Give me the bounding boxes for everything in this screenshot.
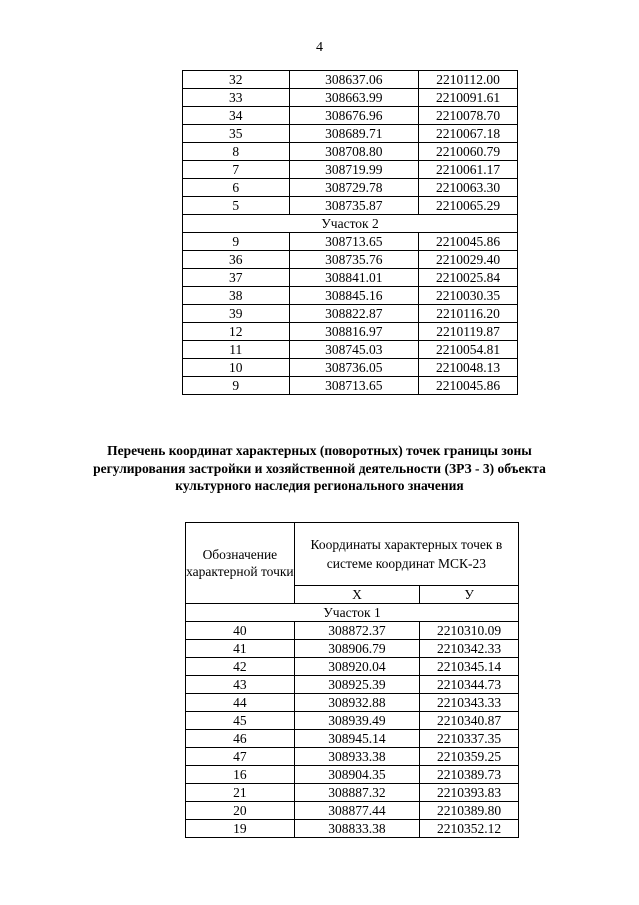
point-number: 32 xyxy=(183,71,290,89)
coord-y: 2210054.81 xyxy=(419,341,518,359)
table-section xyxy=(183,215,518,233)
coord-y: 2210045.86 xyxy=(419,377,518,395)
coord-x: 308877.44 xyxy=(294,802,419,820)
coord-y: 2210343.33 xyxy=(420,694,519,712)
coord-y: 2210029.40 xyxy=(419,251,518,269)
coord-y: 2210393.83 xyxy=(420,784,519,802)
coord-x: 308676.96 xyxy=(289,107,419,125)
point-number: 39 xyxy=(183,305,290,323)
section-label: Участок 2 xyxy=(183,215,518,233)
coord-y: 2210067.18 xyxy=(419,125,518,143)
coord-x: 308904.35 xyxy=(294,766,419,784)
header-y: У xyxy=(420,585,519,603)
header-designation: Обозначение характерной точки xyxy=(186,523,295,604)
table-row xyxy=(186,730,519,748)
table-row xyxy=(183,197,518,215)
table-row xyxy=(183,125,518,143)
table-row xyxy=(186,784,519,802)
section-row xyxy=(186,604,519,622)
coord-y: 2210310.09 xyxy=(420,622,519,640)
table-row xyxy=(186,748,519,766)
coord-y: 2210342.33 xyxy=(420,640,519,658)
table-row xyxy=(186,676,519,694)
coord-x: 308932.88 xyxy=(294,694,419,712)
point-number: 9 xyxy=(183,377,290,395)
table-row xyxy=(183,161,518,179)
table-row xyxy=(183,89,518,107)
table-row xyxy=(183,269,518,287)
section-row xyxy=(183,215,518,233)
coord-y: 2210359.25 xyxy=(420,748,519,766)
coord-y: 2210025.84 xyxy=(419,269,518,287)
table-row xyxy=(183,305,518,323)
point-number: 12 xyxy=(183,323,290,341)
coord-x: 308736.05 xyxy=(289,359,419,377)
table-row xyxy=(183,107,518,125)
header-x: X xyxy=(294,585,419,603)
point-number: 44 xyxy=(186,694,295,712)
table-row xyxy=(183,71,518,89)
coord-x: 308735.87 xyxy=(289,197,419,215)
coord-x: 308945.14 xyxy=(294,730,419,748)
table-row xyxy=(186,766,519,784)
point-number: 42 xyxy=(186,658,295,676)
table-row xyxy=(186,802,519,820)
coord-y: 2210065.29 xyxy=(419,197,518,215)
table-section xyxy=(186,604,519,622)
coord-x: 308735.76 xyxy=(289,251,419,269)
point-number: 41 xyxy=(186,640,295,658)
section-label: Участок 1 xyxy=(186,604,519,622)
coord-y: 2210389.73 xyxy=(420,766,519,784)
point-number: 19 xyxy=(186,820,295,838)
header-coordinates: Координаты характерных точек в системе координат МСК-23 xyxy=(294,523,518,586)
coord-x: 308822.87 xyxy=(289,305,419,323)
point-number: 46 xyxy=(186,730,295,748)
table-body-part-a xyxy=(183,71,518,215)
point-number: 9 xyxy=(183,233,290,251)
coord-y: 2210116.20 xyxy=(419,305,518,323)
coord-x: 308939.49 xyxy=(294,712,419,730)
coordinates-table-zrz3 xyxy=(185,522,519,838)
coord-x: 308745.03 xyxy=(289,341,419,359)
point-number: 21 xyxy=(186,784,295,802)
table-body-part-b xyxy=(183,233,518,395)
table-row xyxy=(183,377,518,395)
coord-x: 308845.16 xyxy=(289,287,419,305)
table-row xyxy=(186,712,519,730)
coord-y: 2210078.70 xyxy=(419,107,518,125)
point-number: 34 xyxy=(183,107,290,125)
coordinates-table-continued xyxy=(182,70,518,395)
coord-y: 2210344.73 xyxy=(420,676,519,694)
caption-line: регулирования застройки и хозяйственной деятельности (ЗРЗ - 3) объекта xyxy=(93,460,546,476)
coord-x: 308713.65 xyxy=(289,233,419,251)
coord-y: 2210119.87 xyxy=(419,323,518,341)
table-header xyxy=(186,523,519,604)
point-number: 5 xyxy=(183,197,290,215)
coord-x: 308906.79 xyxy=(294,640,419,658)
table-row xyxy=(186,694,519,712)
table-body xyxy=(186,622,519,838)
coord-x: 308920.04 xyxy=(294,658,419,676)
table-row xyxy=(186,820,519,838)
table-row xyxy=(183,251,518,269)
table-row xyxy=(183,359,518,377)
point-number: 36 xyxy=(183,251,290,269)
point-number: 20 xyxy=(186,802,295,820)
point-number: 16 xyxy=(186,766,295,784)
table-row xyxy=(186,658,519,676)
coord-y: 2210048.13 xyxy=(419,359,518,377)
page-number: 4 xyxy=(316,40,323,55)
coord-y: 2210063.30 xyxy=(419,179,518,197)
table-row xyxy=(183,233,518,251)
coord-x: 308933.38 xyxy=(294,748,419,766)
coord-y: 2210352.12 xyxy=(420,820,519,838)
table-row xyxy=(186,640,519,658)
point-number: 35 xyxy=(183,125,290,143)
coord-x: 308719.99 xyxy=(289,161,419,179)
coord-y: 2210337.35 xyxy=(420,730,519,748)
coord-y: 2210389.80 xyxy=(420,802,519,820)
point-number: 47 xyxy=(186,748,295,766)
coord-x: 308637.06 xyxy=(289,71,419,89)
coord-x: 308713.65 xyxy=(289,377,419,395)
coord-x: 308887.32 xyxy=(294,784,419,802)
coord-x: 308729.78 xyxy=(289,179,419,197)
coord-y: 2210061.17 xyxy=(419,161,518,179)
table-row xyxy=(183,323,518,341)
point-number: 7 xyxy=(183,161,290,179)
coord-y: 2210091.61 xyxy=(419,89,518,107)
coord-y: 2210060.79 xyxy=(419,143,518,161)
table-row xyxy=(183,341,518,359)
point-number: 8 xyxy=(183,143,290,161)
point-number: 11 xyxy=(183,341,290,359)
header-row xyxy=(186,523,519,586)
point-number: 10 xyxy=(183,359,290,377)
point-number: 37 xyxy=(183,269,290,287)
coord-x: 308872.37 xyxy=(294,622,419,640)
caption-line: культурного наследия регионального значения xyxy=(175,478,464,493)
coord-y: 2210340.87 xyxy=(420,712,519,730)
coord-x: 308841.01 xyxy=(289,269,419,287)
point-number: 33 xyxy=(183,89,290,107)
point-number: 40 xyxy=(186,622,295,640)
coord-y: 2210030.35 xyxy=(419,287,518,305)
caption-line: Перечень координат характерных (поворотных) точек границы зоны xyxy=(107,443,532,458)
point-number: 45 xyxy=(186,712,295,730)
table-row xyxy=(183,179,518,197)
table-caption xyxy=(40,442,599,495)
point-number: 38 xyxy=(183,287,290,305)
coord-x: 308689.71 xyxy=(289,125,419,143)
table-row xyxy=(183,287,518,305)
coord-x: 308833.38 xyxy=(294,820,419,838)
point-number: 6 xyxy=(183,179,290,197)
coord-x: 308816.97 xyxy=(289,323,419,341)
coord-y: 2210345.14 xyxy=(420,658,519,676)
coord-x: 308708.80 xyxy=(289,143,419,161)
table-row xyxy=(183,143,518,161)
table-row xyxy=(186,622,519,640)
coord-x: 308925.39 xyxy=(294,676,419,694)
coord-y: 2210045.86 xyxy=(419,233,518,251)
coord-x: 308663.99 xyxy=(289,89,419,107)
point-number: 43 xyxy=(186,676,295,694)
coord-y: 2210112.00 xyxy=(419,71,518,89)
